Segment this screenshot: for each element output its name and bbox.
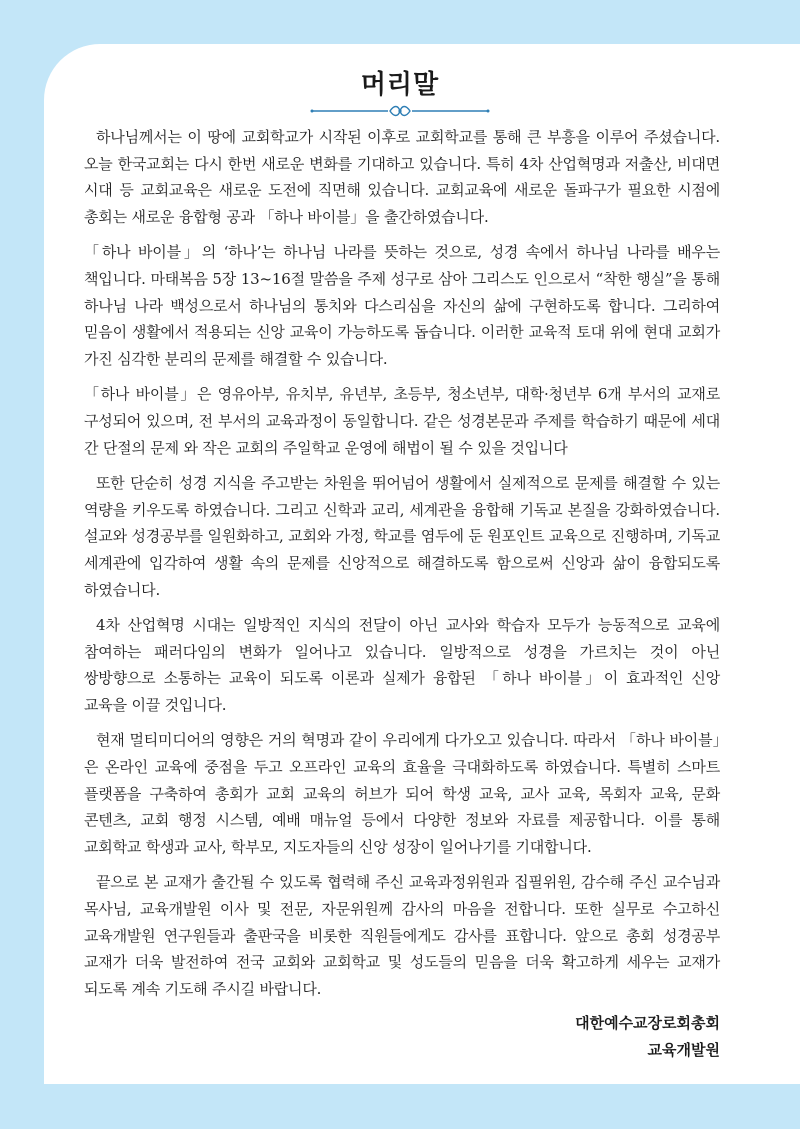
page-title: 머리말 [360,70,440,100]
paragraph: 「하나 바이블」은 영유아부, 유치부, 유년부, 초등부, 청소년부, 대학·청년부 6개 부서의 교재로 구성되어 있으며, 전 부서의 교육과정이 동일합니다. 같은 성경본문과 주제를 학습하기 때문에 세대 간 단절의 문제 와 작은 교회의 주일학교 운영에 해법이 될 수 있을 것입니다 [84,385,720,457]
paragraph: 또한 단순히 성경 지식을 주고받는 차원을 뛰어넘어 생활에서 실제적으로 문제를 해결할 수 있는 역량을 키우도록 하였습니다. 그리고 신학과 교리, 세계관을 융합해 기독교 본질을 강화하였습니다. 설교와 성경공부를 일원화하고, 교회와 가정, 학교를 염두에 둔 원포인트 교육으로 진행하며, 기독교 세계관에 입각하여 생활 속의 문제를 신앙적으로 해결하도록 함으로써 신앙과 삶이 융합되도록 하였습니다. [84,474,720,599]
signature-organization: 대한예수교장로회총회 [575,1014,720,1032]
title-ornament-icon [310,104,490,118]
paragraph: 현재 멀티미디어의 영향은 거의 혁명과 같이 우리에게 다가오고 있습니다. 따라서 「하나 바이블」은 온라인 교육에 중점을 두고 오프라인 교육의 효율을 극대화하도록 하였습니다. 특별히 스마트 플랫폼을 구축하여 총회가 교회 교육의 허브가 되어 학생 교육, 교사 교육, 목회자 교육, 문화 콘텐츠, 교회 행정 시스템, 예배 매뉴얼 등에서 다양한 정보와 자료를 제공합니다. 이를 통해 교회학교 학생과 교사, 학부모, 지도자들의 신앙 성장이 일어나기를 기대합니다. [84,731,720,856]
paragraph: 끝으로 본 교재가 출간될 수 있도록 협력해 주신 교육과정위원과 집필위원, 감수해 주신 교수님과 목사님, 교육개발원 이사 및 전문, 자문위원께 감사의 마음을 전합니다. 또한 실무로 수고하신 교육개발원 연구원들과 출판국을 비롯한 직원들에게도 감사를 표합니다. 앞으로 총회 성경공부 교재가 더욱 발전하여 전국 교회와 교회학교 및 성도들의 믿음을 더욱 확고하게 세우는 교재가 되도록 계속 기도해 주시길 바랍니다. [84,873,720,998]
paragraph: 하나님께서는 이 땅에 교회학교가 시작된 이후로 교회학교를 통해 큰 부흥을 이루어 주셨습니다. 오늘 한국교회는 다시 한번 새로운 변화를 기대하고 있습니다. 특히 4차 산업혁명과 저출산, 비대면 시대 등 교회교육은 새로운 도전에 직면해 있습니다. 교회교육에 새로운 돌파구가 필요한 시점에 총회는 새로운 융합형 공과 「하나 바이블」을 출간하였습니다. [84,128,720,226]
preface-body [84,124,720,1011]
paragraph: 4차 산업혁명 시대는 일방적인 지식의 전달이 아닌 교사와 학습자 모두가 능동적으로 교육에 참여하는 패러다임의 변화가 일어나고 있습니다. 일방적으로 성경을 가르치는 것이 아닌 쌍방향으로 소통하는 교육이 되도록 이론과 실제가 융합된 「하나 바이블」이 효과적인 신앙 교육을 이끌 것입니다. [84,616,720,714]
signature [575,1010,720,1064]
signature-department: 교육개발원 [647,1041,720,1059]
title-wrap [0,68,800,102]
paragraph: 「하나 바이블」의 ‘하나’는 하나님 나라를 뜻하는 것으로, 성경 속에서 하나님 나라를 배우는 책입니다. 마태복음 5장 13~16절 말씀을 주제 성구로 삼아 그리스도 인으로서 “착한 행실”을 통해 하나님 나라 백성으로서 하나님의 통치와 다스리심을 자신의 삶에 구현하도록 합니다. 그리하여 믿음이 생활에서 적용되는 신앙 교육이 가능하도록 돕습니다. 이러한 교육적 토대 위에 현대 교회가 가진 심각한 분리의 문제를 해결할 수 있습니다. [84,243,720,368]
